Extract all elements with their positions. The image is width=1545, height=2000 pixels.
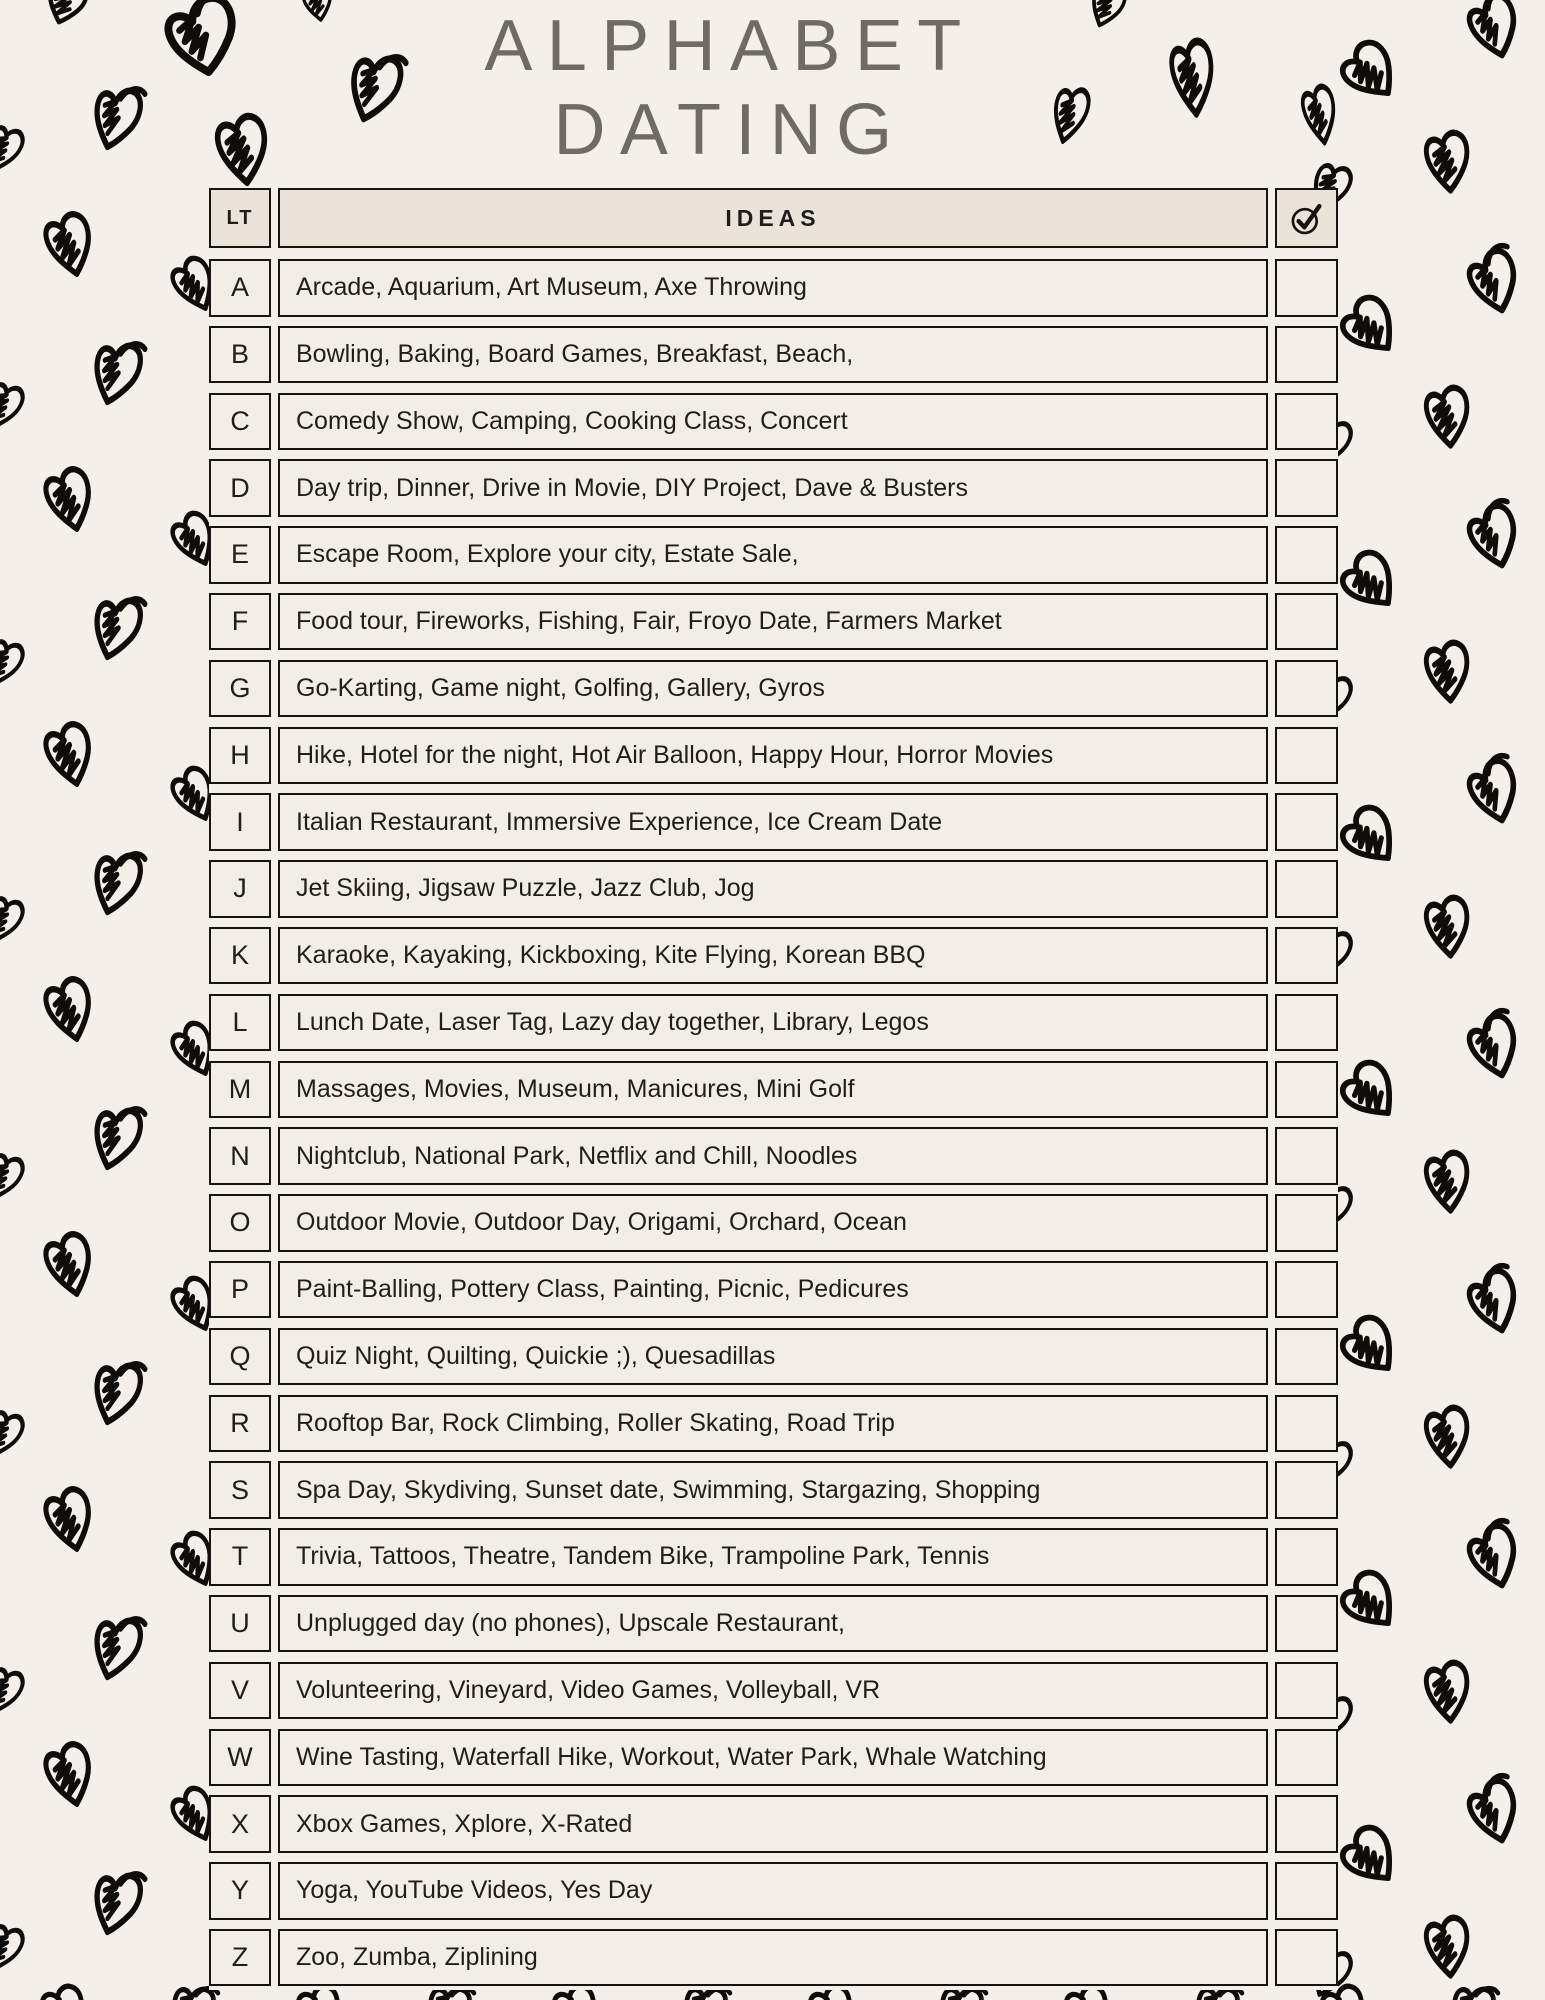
ideas-cell: Quiz Night, Quilting, Quickie ;), Quesadillas bbox=[278, 1328, 1268, 1386]
check-cell[interactable] bbox=[1275, 994, 1338, 1052]
heart-doodle-icon bbox=[34, 1478, 106, 1561]
table-row bbox=[209, 1127, 1338, 1185]
ideas-cell: Rooftop Bar, Rock Climbing, Roller Skating, Road Trip bbox=[278, 1395, 1268, 1453]
letter-cell: J bbox=[209, 860, 271, 918]
ideas-cell: Volunteering, Vineyard, Video Games, Volleyball, VR bbox=[278, 1662, 1268, 1720]
ideas-cell: Go-Karting, Game night, Golfing, Gallery, Gyros bbox=[278, 660, 1268, 718]
heart-doodle-icon bbox=[1417, 379, 1478, 454]
letter-cell: M bbox=[209, 1061, 271, 1119]
table-row bbox=[209, 1595, 1338, 1653]
letter-cell: N bbox=[209, 1127, 271, 1185]
alphabet-dating-table bbox=[209, 188, 1338, 1990]
ideas-cell: Bowling, Baking, Board Games, Breakfast, Beach, bbox=[278, 326, 1268, 384]
letter-cell: C bbox=[209, 393, 271, 451]
heart-doodle-icon bbox=[0, 629, 34, 700]
table-row bbox=[209, 727, 1338, 785]
table-row bbox=[209, 259, 1338, 317]
table-row bbox=[209, 459, 1338, 517]
letter-cell: E bbox=[209, 526, 271, 584]
title-line-2: DATING bbox=[553, 90, 907, 170]
table-row bbox=[209, 1194, 1338, 1252]
ideas-cell: Hike, Hotel for the night, Hot Air Balloon, Happy Hour, Horror Movies bbox=[278, 727, 1268, 785]
table-row bbox=[209, 1929, 1338, 1987]
letter-cell: O bbox=[209, 1194, 271, 1252]
letter-column-header: LT bbox=[209, 188, 271, 248]
ideas-cell: Paint-Balling, Pottery Class, Painting, Picnic, Pedicures bbox=[278, 1261, 1268, 1319]
ideas-cell: Spa Day, Skydiving, Sunset date, Swimming, Stargazing, Shopping bbox=[278, 1461, 1268, 1519]
table-row bbox=[209, 1729, 1338, 1787]
ideas-cell: Food tour, Fireworks, Fishing, Fair, Froyo Date, Farmers Market bbox=[278, 593, 1268, 651]
heart-doodle-icon bbox=[82, 1864, 152, 1947]
ideas-cell: Italian Restaurant, Immersive Experience, Ice Cream Date bbox=[278, 793, 1268, 851]
heart-doodle-icon bbox=[34, 968, 106, 1051]
heart-doodle-icon bbox=[32, 1977, 95, 2000]
table-row bbox=[209, 1061, 1338, 1119]
ideas-cell: Escape Room, Explore your city, Estate Sale, bbox=[278, 526, 1268, 584]
ideas-cell: Trivia, Tattoos, Theatre, Tandem Bike, Trampoline Park, Tennis bbox=[278, 1528, 1268, 1586]
check-cell[interactable] bbox=[1275, 1127, 1338, 1185]
check-column-header bbox=[1275, 188, 1338, 248]
check-cell[interactable] bbox=[1275, 1395, 1338, 1453]
ideas-cell: Nightclub, National Park, Netflix and Chill, Noodles bbox=[278, 1127, 1268, 1185]
heart-doodle-icon bbox=[34, 203, 106, 286]
heart-doodle-icon bbox=[1455, 238, 1538, 327]
ideas-cell: Day trip, Dinner, Drive in Movie, DIY Project, Dave & Busters bbox=[278, 459, 1268, 517]
ideas-cell: Outdoor Movie, Outdoor Day, Origami, Orchard, Ocean bbox=[278, 1194, 1268, 1252]
heart-doodle-icon bbox=[82, 844, 152, 927]
check-cell[interactable] bbox=[1275, 1929, 1338, 1987]
ideas-cell: Massages, Movies, Museum, Manicures, Mini Golf bbox=[278, 1061, 1268, 1119]
heart-doodle-icon bbox=[1417, 1909, 1478, 1984]
table-row bbox=[209, 526, 1338, 584]
heart-doodle-icon bbox=[1326, 1557, 1416, 1647]
ideas-cell: Karaoke, Kayaking, Kickboxing, Kite Flying, Korean BBQ bbox=[278, 927, 1268, 985]
letter-cell: L bbox=[209, 994, 271, 1052]
heart-doodle-icon bbox=[34, 713, 106, 796]
ideas-cell: Xbox Games, Xplore, X-Rated bbox=[278, 1795, 1268, 1853]
check-cell[interactable] bbox=[1275, 326, 1338, 384]
table-row bbox=[209, 1795, 1338, 1853]
letter-cell: K bbox=[209, 927, 271, 985]
letter-cell: T bbox=[209, 1528, 271, 1586]
ideas-cell: Jet Skiing, Jigsaw Puzzle, Jazz Club, Jog bbox=[278, 860, 1268, 918]
heart-doodle-icon bbox=[1417, 1144, 1478, 1219]
heart-doodle-icon bbox=[82, 1354, 152, 1437]
check-cell[interactable] bbox=[1275, 459, 1338, 517]
check-cell[interactable] bbox=[1275, 727, 1338, 785]
heart-doodle-icon bbox=[1455, 1768, 1538, 1857]
letter-cell: Q bbox=[209, 1328, 271, 1386]
check-cell[interactable] bbox=[1275, 1528, 1338, 1586]
check-cell[interactable] bbox=[1275, 1729, 1338, 1787]
table-row bbox=[209, 593, 1338, 651]
ideas-cell: Lunch Date, Laser Tag, Lazy day together, Library, Legos bbox=[278, 994, 1268, 1052]
heart-doodle-icon bbox=[1455, 1003, 1538, 1092]
letter-cell: W bbox=[209, 1729, 271, 1787]
letter-cell: H bbox=[209, 727, 271, 785]
ideas-cell: Arcade, Aquarium, Art Museum, Axe Throwing bbox=[278, 259, 1268, 317]
check-cell[interactable] bbox=[1275, 1862, 1338, 1920]
heart-doodle-icon bbox=[1455, 1258, 1538, 1347]
heart-doodle-icon bbox=[1417, 889, 1478, 964]
letter-cell: P bbox=[209, 1261, 271, 1319]
ideas-cell: Zoo, Zumba, Ziplining bbox=[278, 1929, 1268, 1987]
table-row bbox=[209, 326, 1338, 384]
check-cell[interactable] bbox=[1275, 393, 1338, 451]
heart-doodle-icon bbox=[34, 1223, 106, 1306]
heart-doodle-icon bbox=[82, 1609, 152, 1692]
table-row bbox=[209, 393, 1338, 451]
heart-doodle-icon bbox=[34, 1733, 106, 1816]
title-line-1: ALPHABET bbox=[484, 6, 976, 86]
heart-doodle-icon bbox=[34, 458, 106, 541]
letter-cell: S bbox=[209, 1461, 271, 1519]
table-row bbox=[209, 1261, 1338, 1319]
heart-doodle-icon bbox=[82, 589, 152, 672]
heart-doodle-icon bbox=[1455, 1513, 1538, 1602]
letter-cell: G bbox=[209, 660, 271, 718]
heart-doodle-icon bbox=[1326, 537, 1416, 627]
heart-doodle-icon bbox=[0, 1657, 34, 1728]
heart-doodle-icon bbox=[0, 1400, 34, 1471]
check-cell[interactable] bbox=[1275, 259, 1338, 317]
heart-doodle-icon bbox=[1326, 282, 1416, 372]
table-header-row bbox=[209, 188, 1338, 248]
heart-doodle-icon bbox=[82, 1099, 152, 1182]
letter-cell: I bbox=[209, 793, 271, 851]
letter-cell: F bbox=[209, 593, 271, 651]
heart-doodle-icon bbox=[1455, 748, 1538, 837]
heart-doodle-icon bbox=[1455, 0, 1538, 73]
letter-cell: Y bbox=[209, 1862, 271, 1920]
heart-doodle-icon bbox=[0, 372, 34, 443]
table-row bbox=[209, 860, 1338, 918]
table-row bbox=[209, 927, 1338, 985]
ideas-cell: Comedy Show, Camping, Cooking Class, Concert bbox=[278, 393, 1268, 451]
check-cell[interactable] bbox=[1275, 593, 1338, 651]
heart-doodle-icon bbox=[1326, 1302, 1416, 1392]
letter-cell: X bbox=[209, 1795, 271, 1853]
table-row bbox=[209, 1528, 1338, 1586]
page-title bbox=[0, 4, 1460, 172]
letter-cell: B bbox=[209, 326, 271, 384]
heart-doodle-icon bbox=[82, 334, 152, 417]
heart-doodle-icon bbox=[0, 1914, 34, 1985]
heart-doodle-icon bbox=[1326, 792, 1416, 882]
check-cell[interactable] bbox=[1275, 1595, 1338, 1653]
circled-checkmark-icon bbox=[1285, 196, 1329, 240]
table-row bbox=[209, 1328, 1338, 1386]
table-row bbox=[209, 1395, 1338, 1453]
table-row bbox=[209, 793, 1338, 851]
heart-doodle-icon bbox=[1326, 1812, 1416, 1902]
check-cell[interactable] bbox=[1275, 1328, 1338, 1386]
heart-doodle-icon bbox=[0, 886, 34, 957]
check-cell[interactable] bbox=[1275, 1261, 1338, 1319]
letter-cell: Z bbox=[209, 1929, 271, 1987]
heart-doodle-icon bbox=[0, 1143, 34, 1214]
check-cell[interactable] bbox=[1275, 1461, 1338, 1519]
ideas-column-header: IDEAS bbox=[278, 188, 1268, 248]
heart-doodle-icon bbox=[1417, 1654, 1478, 1729]
heart-doodle-icon bbox=[1455, 493, 1538, 582]
check-cell[interactable] bbox=[1275, 1194, 1338, 1252]
table-row bbox=[209, 994, 1338, 1052]
table-row bbox=[209, 1461, 1338, 1519]
check-cell[interactable] bbox=[1275, 660, 1338, 718]
check-cell[interactable] bbox=[1275, 927, 1338, 985]
table-row bbox=[209, 660, 1338, 718]
letter-cell: D bbox=[209, 459, 271, 517]
letter-cell: R bbox=[209, 1395, 271, 1453]
ideas-cell: Unplugged day (no phones), Upscale Restaurant, bbox=[278, 1595, 1268, 1653]
table-row bbox=[209, 1862, 1338, 1920]
letter-cell: V bbox=[209, 1662, 271, 1720]
heart-doodle-icon bbox=[1326, 1047, 1416, 1137]
check-cell[interactable] bbox=[1275, 1061, 1338, 1119]
table-row bbox=[209, 1662, 1338, 1720]
letter-cell: A bbox=[209, 259, 271, 317]
check-cell[interactable] bbox=[1275, 1662, 1338, 1720]
heart-doodle-icon bbox=[1417, 1399, 1478, 1474]
check-cell[interactable] bbox=[1275, 526, 1338, 584]
ideas-cell: Yoga, YouTube Videos, Yes Day bbox=[278, 1862, 1268, 1920]
check-cell[interactable] bbox=[1275, 1795, 1338, 1853]
ideas-cell: Wine Tasting, Waterfall Hike, Workout, Water Park, Whale Watching bbox=[278, 1729, 1268, 1787]
letter-cell: U bbox=[209, 1595, 271, 1653]
check-cell[interactable] bbox=[1275, 860, 1338, 918]
heart-doodle-icon bbox=[1417, 634, 1478, 709]
check-cell[interactable] bbox=[1275, 793, 1338, 851]
